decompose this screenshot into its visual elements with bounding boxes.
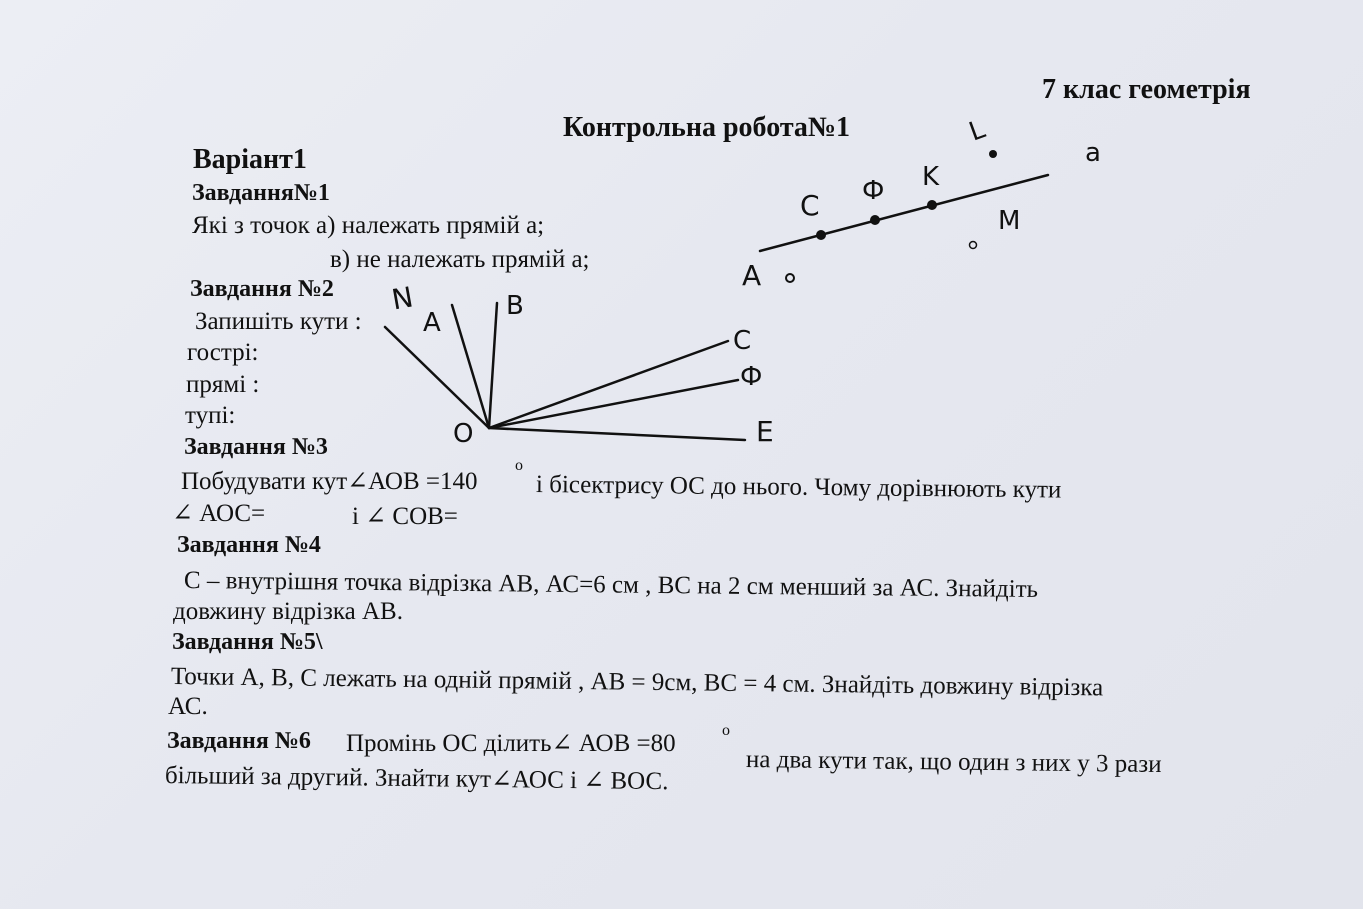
label-point-c: C	[800, 189, 820, 222]
point-l	[989, 150, 997, 158]
task2-heading: Завдання №2	[190, 276, 334, 302]
task3-degree-mark: o	[515, 457, 523, 474]
label-vertex-o: O	[453, 419, 474, 449]
point-k	[927, 200, 937, 210]
task6-heading: Завдання №6	[167, 728, 311, 754]
task2-right-label: прямі :	[186, 371, 260, 398]
label-ray-n: N	[389, 280, 416, 317]
ray-od	[489, 380, 738, 428]
label-ray-c: C	[733, 326, 752, 356]
ray-oe	[489, 428, 745, 440]
task1-heading: Завдання№1	[192, 180, 330, 206]
task5-line1: Точки А, В, С лежать на одній прямій , АВ = 9см, ВС = 4 см. Знайдіть довжину відрізка	[170, 663, 1104, 702]
task1-line2: в) не належать прямій а;	[330, 246, 590, 273]
label-point-l: L	[965, 114, 990, 148]
task2-prompt: Запишіть кути :	[195, 308, 362, 335]
point-c	[816, 230, 826, 240]
label-ray-e: E	[756, 415, 774, 448]
task3-line1-part2: і бісектрису ОС до нього. Чому дорівнюють кути	[535, 471, 1062, 504]
task2-obtuse-label: тупі:	[185, 402, 236, 429]
task3-heading: Завдання №3	[184, 434, 328, 460]
task6-degree-mark: o	[722, 722, 730, 739]
task6-line1-part1: Промінь ОС ділить∠ АОВ =80	[346, 730, 676, 757]
point-m	[970, 242, 977, 249]
label-line-a: a	[1085, 138, 1101, 168]
point-d	[870, 215, 880, 225]
task3-line1-part1: Побудувати кут∠АОВ =140	[181, 468, 478, 495]
task2-acute-label: гострі:	[187, 339, 259, 366]
variant-label: Варіант1	[193, 144, 307, 175]
task3-line2-part2: і ∠ СОВ=	[352, 503, 458, 530]
task6-line2: більший за другий. Знайти кут∠АОС і ∠ ВОС.	[164, 762, 669, 796]
label-point-m: M	[998, 206, 1021, 236]
task4-heading: Завдання №4	[177, 532, 321, 558]
task6-line1-part2: на два кути так, що один з них у 3 рази	[745, 746, 1162, 779]
task3-line2-part1: ∠ АОС=	[172, 500, 266, 527]
label-point-a: A	[742, 259, 762, 292]
label-point-k: K	[922, 162, 940, 192]
point-a	[786, 274, 794, 282]
label-point-d: Ф	[862, 176, 885, 206]
task4-line2: довжину відрізка АВ.	[173, 598, 403, 625]
label-ray-a: A	[423, 308, 441, 338]
task5-heading: Завдання №5\	[172, 629, 323, 655]
page-title: Контрольна робота№1	[563, 112, 851, 143]
label-ray-d: Ф	[740, 362, 763, 392]
task5-line2: АС.	[168, 693, 208, 720]
label-ray-b: B	[506, 291, 524, 321]
task4-line1: С – внутрішня точка відрізка АВ, АС=6 см , ВС на 2 см менший за АС. Знайдіть	[183, 567, 1039, 603]
ray-ob	[489, 303, 497, 428]
ray-oc	[489, 341, 728, 428]
task1-line1: Які з точок а) належать прямій а;	[192, 212, 545, 239]
grade-subject: 7 клас геометрія	[1042, 74, 1251, 105]
